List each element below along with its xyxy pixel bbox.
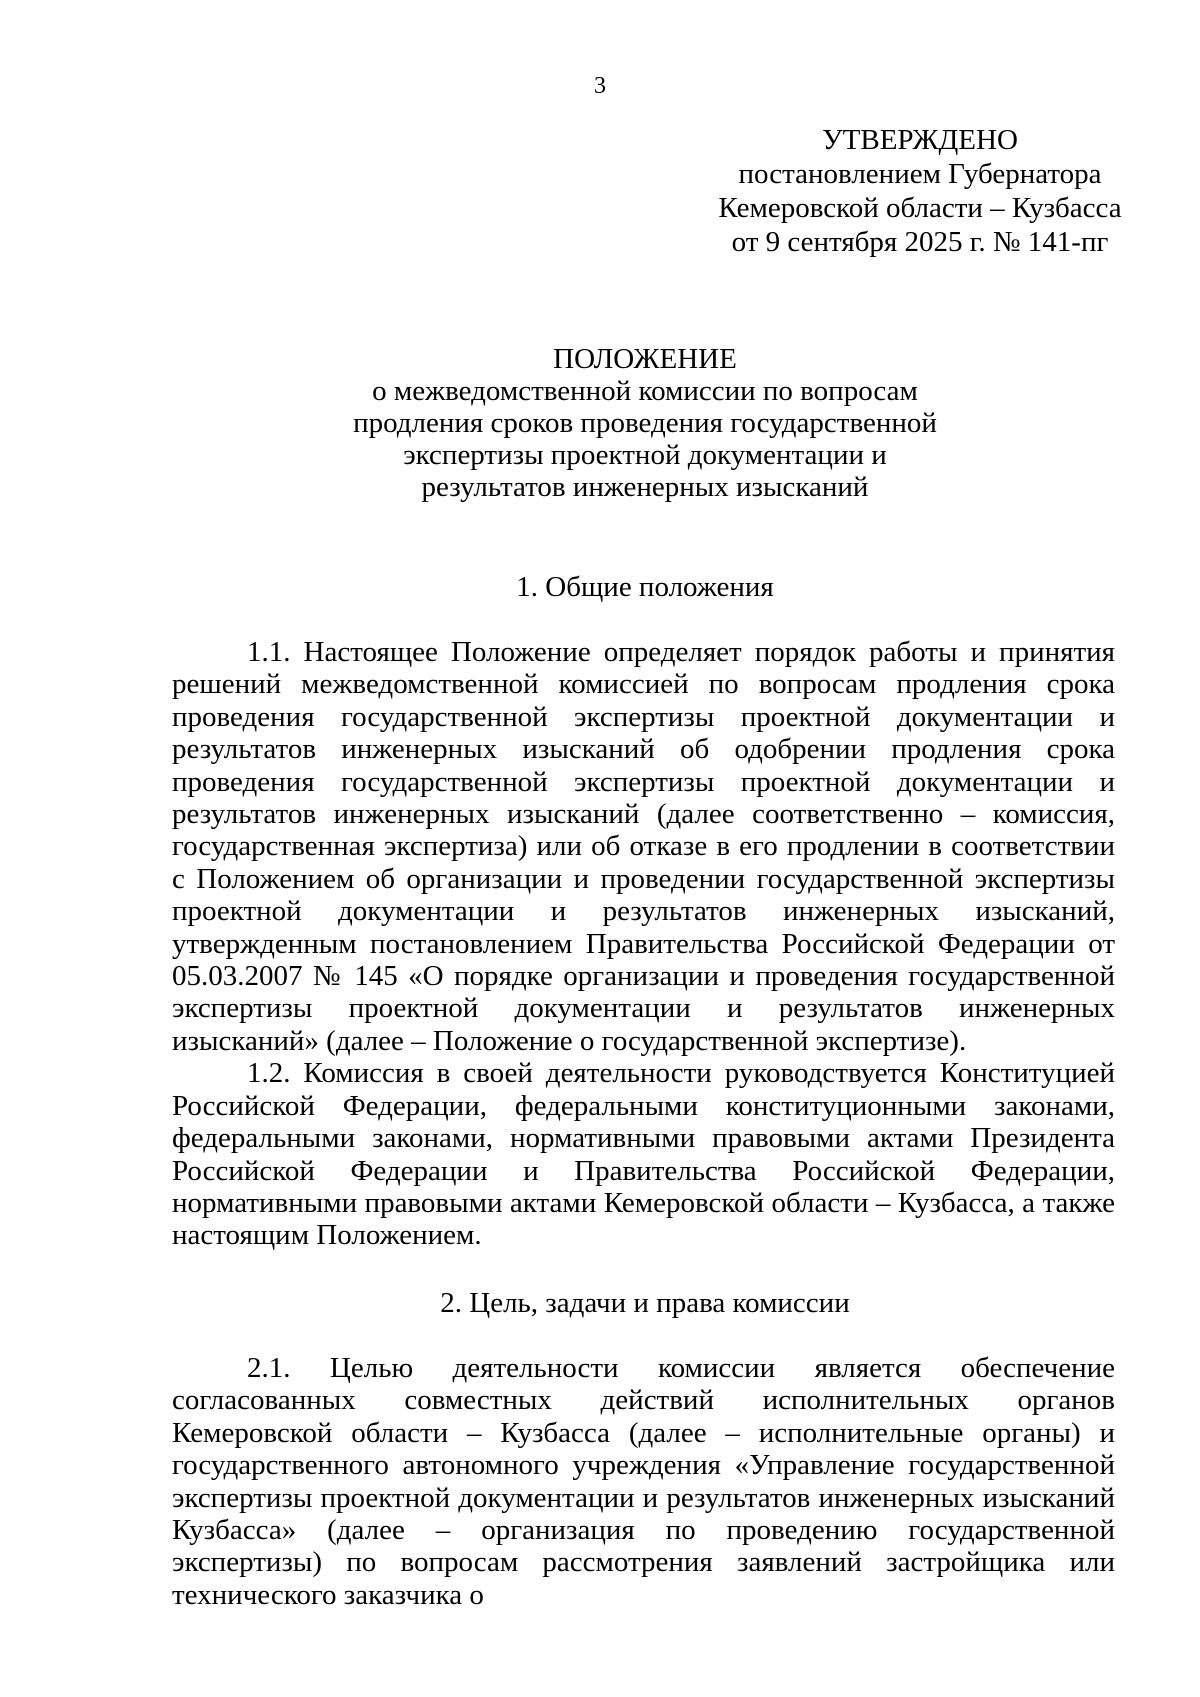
document-subtitle-line: продления сроков проведения государственной xyxy=(353,407,937,439)
section-heading: 1. Общие положения xyxy=(516,571,774,603)
approval-line: Кемеровской области – Кузбасса xyxy=(718,192,1122,224)
section-heading: 2. Цель, задачи и права комиссии xyxy=(440,1287,850,1319)
paragraph-2-1: 2.1. Целью деятельности комиссии является обеспечение согласованных совместных действий исполнительных органов Кемеровской области – Кузбасса (далее – исполнительные органы) и государственного автономного учреждения «Управление государственной экспертизы проектной документации и результатов инженерных изысканий Кузбасса» (далее – организация по проведению государственной экспертизы) по вопросам рассмотрения заявлений застройщика или технического заказчика о xyxy=(172,1352,1115,1611)
document-subtitle-line: результатов инженерных изысканий xyxy=(421,471,869,503)
document-subtitle-line: экспертизы проектной документации и xyxy=(403,439,887,471)
paragraph-1-1: 1.1. Настоящее Положение определяет порядок работы и принятия решений межведомственной комиссией по вопросам продления срока проведения государственной экспертизы проектной документации и результатов инженерных изысканий об одобрении продления срока проведения государственной экспертизы проектной документации и результатов инженерных изысканий (далее соответственно – комиссия, государственная экспертиза) или об отказе в его продлении в соответствии с Положением об организации и проведении государственной экспертизы проектной документации и результатов инженерных изысканий, утвержденным постановлением Правительства Российской Федерации от 05.03.2007 № 145 «О порядке организации и проведения государственной экспертизы проектной документации и результатов инженерных изысканий» (далее – Положение о государственной экспертизе). xyxy=(172,636,1115,1057)
section-body xyxy=(172,1352,1115,1611)
document-title-block xyxy=(170,343,1120,503)
page-number: 3 xyxy=(594,73,606,99)
document-title: ПОЛОЖЕНИЕ xyxy=(553,343,737,375)
approval-heading: УТВЕРЖДЕНО xyxy=(822,124,1018,156)
paragraph-1-2: 1.2. Комиссия в своей деятельности руководствуется Конституцией Российской Федерации, федеральными конституционными законами, федеральными законами, нормативными правовыми актами Президента Российской Федерации и Правительства Российской Федерации, нормативными правовыми актами Кемеровской области – Кузбасса, а также настоящим Положением. xyxy=(172,1057,1115,1252)
document-subtitle-line: о межведомственной комиссии по вопросам xyxy=(372,375,918,407)
approval-line: постановлением Губернатора xyxy=(738,158,1102,190)
approval-stamp-block xyxy=(690,123,1150,259)
section-body xyxy=(172,636,1115,1252)
approval-date-line: от 9 сентября 2025 г. № 141-пг xyxy=(731,226,1109,258)
